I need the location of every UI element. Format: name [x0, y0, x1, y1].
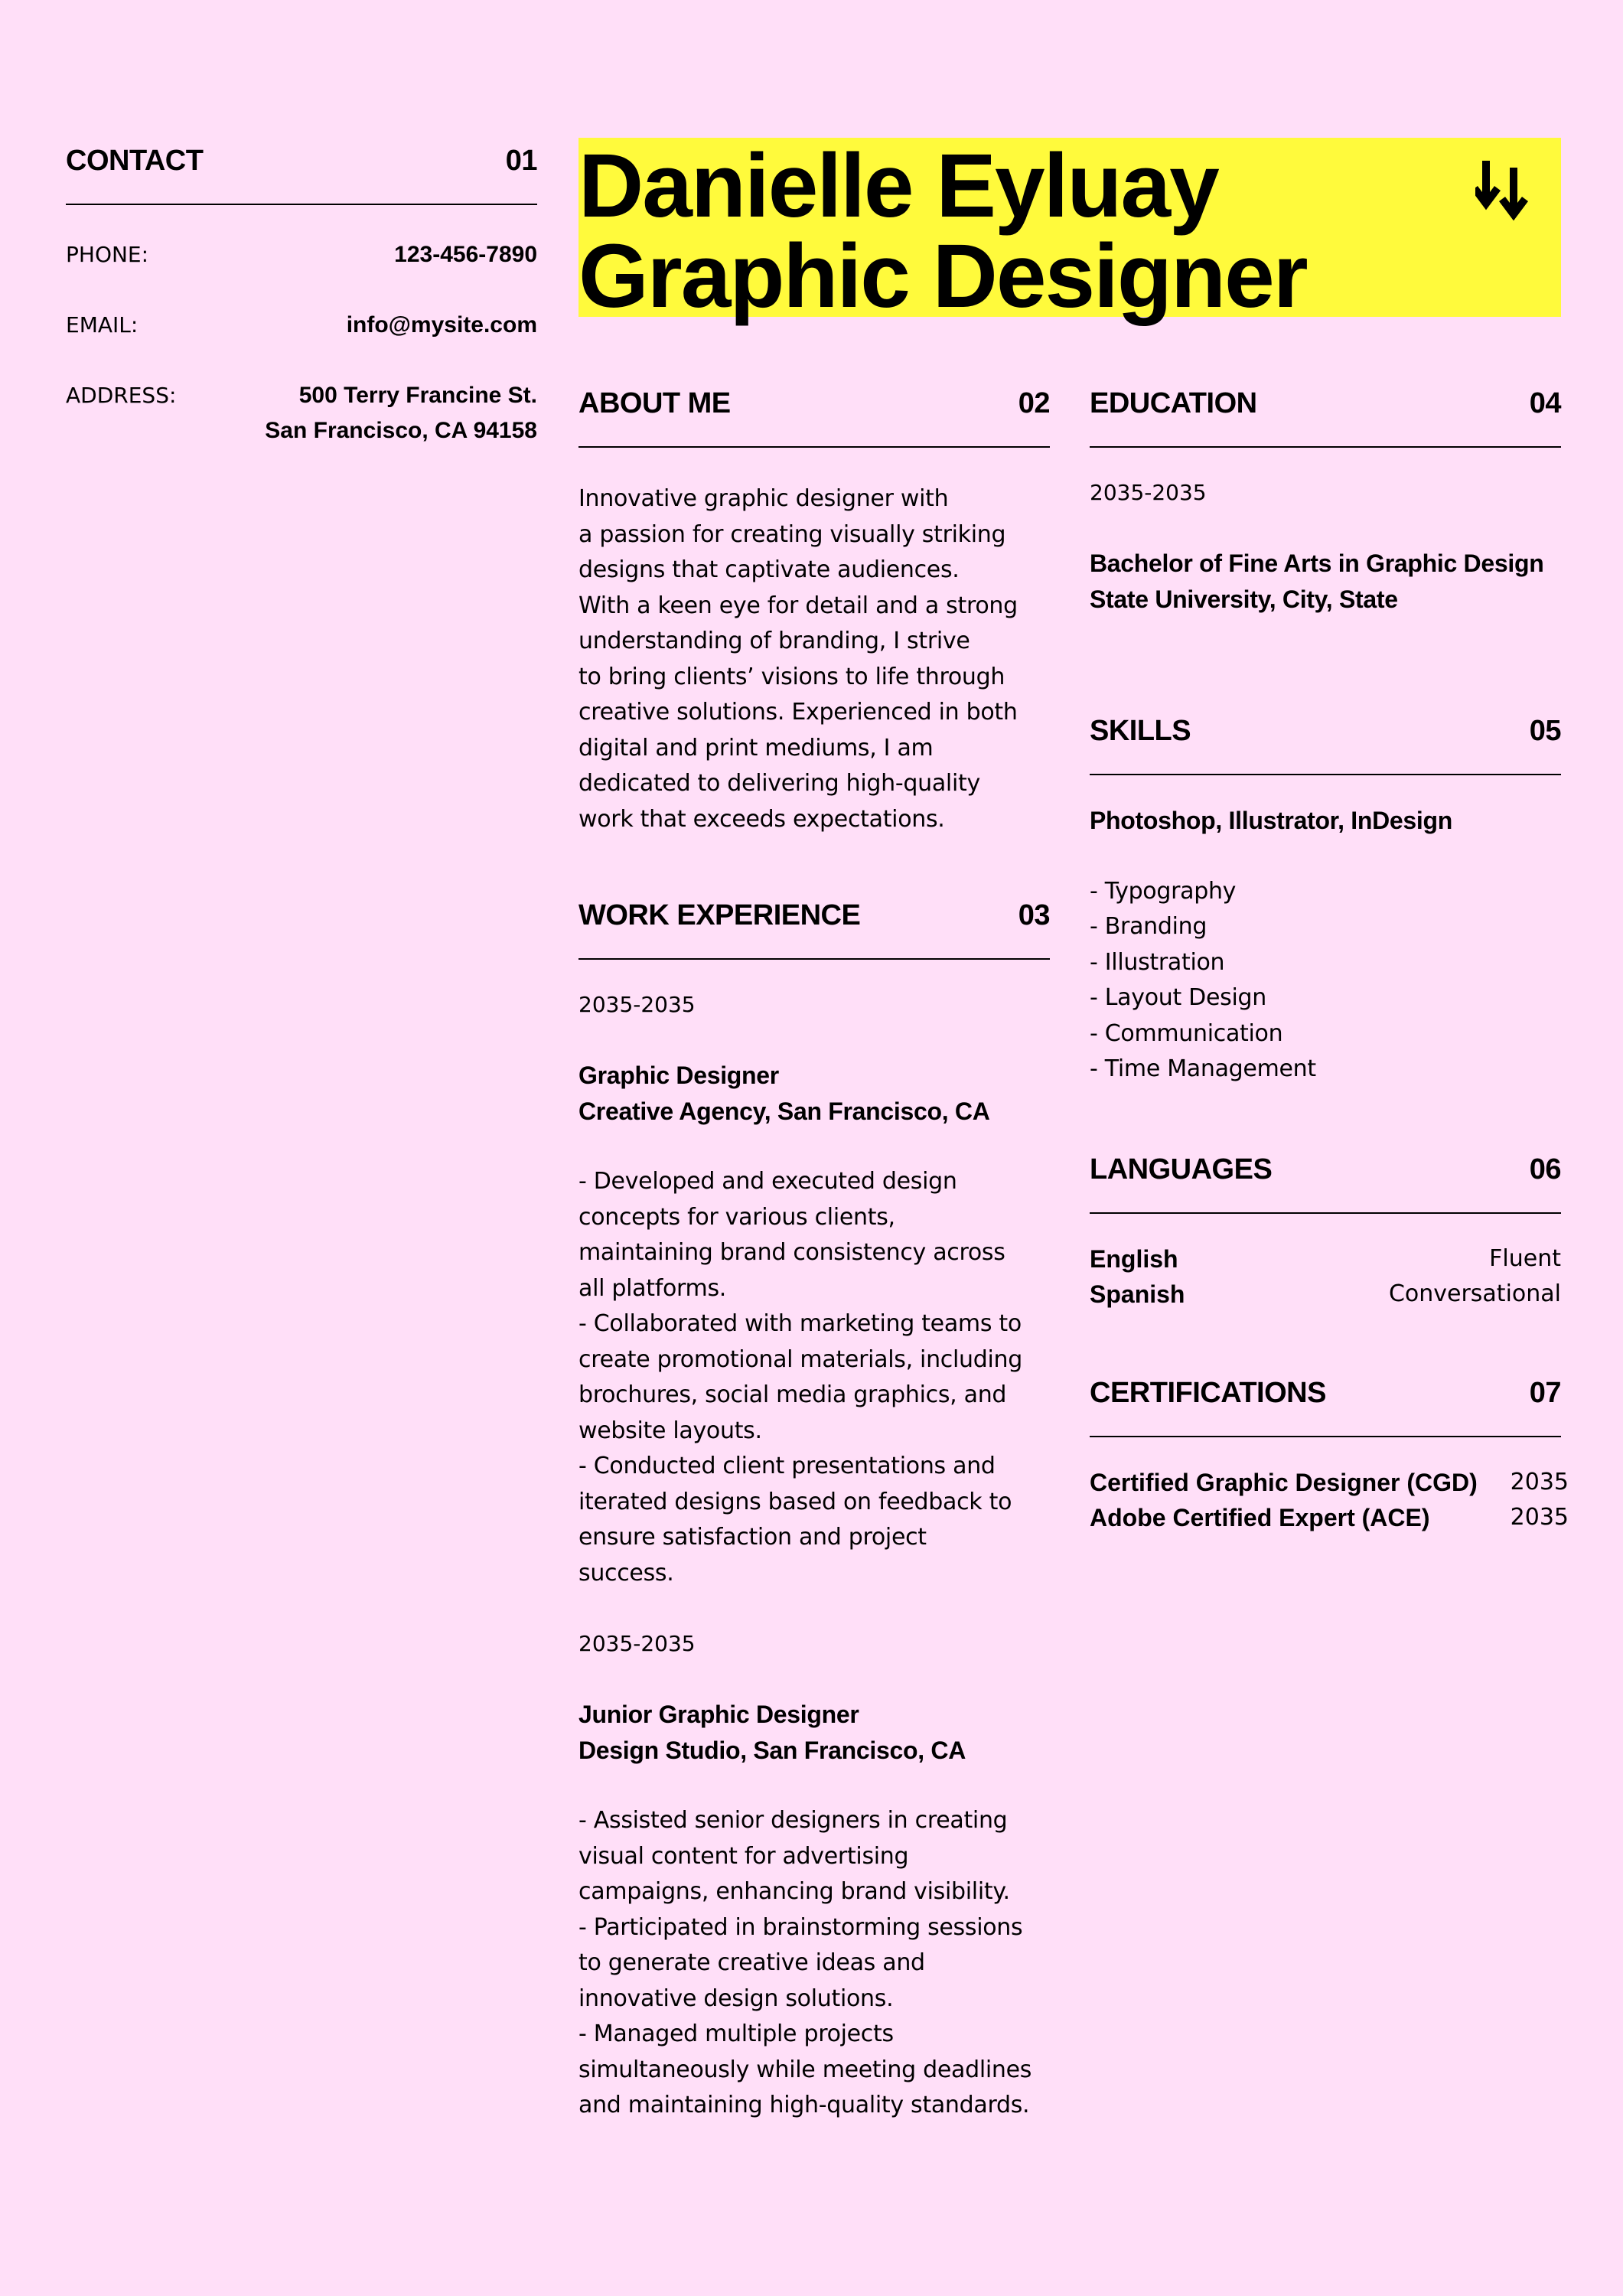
skills-number: 05 — [1529, 714, 1561, 747]
certification-name: Certified Graphic Designer (CGD) — [1090, 1469, 1478, 1496]
job-1-date: 2035-2035 — [578, 992, 696, 1017]
job-2-company: Design Studio, San Francisco, CA — [578, 1736, 966, 1764]
job-line: - Participated in brainstorming sessions — [578, 1913, 1023, 1941]
skills-header — [1090, 708, 1561, 775]
language-level: Conversational — [1388, 1280, 1561, 1307]
job-line: all platforms. — [578, 1274, 727, 1302]
about-line: a passion for creating visually striking — [578, 520, 1006, 548]
education-header — [1090, 380, 1561, 448]
education-section — [1090, 380, 1561, 617]
double-down-arrow-icon — [1475, 161, 1530, 222]
about-line: to bring clients’ visions to life through — [578, 663, 1005, 690]
education-degree: Bachelor of Fine Arts in Graphic Design — [1090, 550, 1544, 577]
work-number: 03 — [1018, 899, 1050, 931]
work-title: WORK EXPERIENCE — [578, 899, 861, 931]
job-line: - Developed and executed design — [578, 1168, 957, 1195]
job-line: - Collaborated with marketing teams to — [578, 1310, 1022, 1337]
address-line-2: San Francisco, CA 94158 — [265, 418, 537, 443]
languages-section — [1090, 1146, 1561, 1312]
phone-label: PHONE: — [66, 242, 149, 267]
education-date: 2035-2035 — [1090, 480, 1207, 505]
contact-section — [66, 138, 537, 448]
address-line-1: 500 Terry Francine St. — [298, 383, 537, 408]
about-line: understanding of branding, I strive — [578, 628, 970, 654]
name-banner — [578, 135, 1561, 327]
address-value — [265, 378, 537, 448]
work-header — [578, 892, 1050, 960]
certifications-number: 07 — [1529, 1376, 1561, 1409]
job-2-date: 2035-2035 — [578, 1631, 696, 1656]
email-value[interactable]: info@mysite.com — [346, 312, 537, 338]
skill-item: - Branding — [1090, 913, 1207, 940]
language-name: Spanish — [1090, 1280, 1185, 1308]
person-name: Danielle Eyluay — [578, 135, 1218, 236]
skill-item: - Communication — [1090, 1019, 1283, 1047]
about-line: dedicated to delivering high-quality — [578, 770, 980, 797]
language-row — [1090, 1241, 1561, 1277]
job-1-role: Graphic Designer — [578, 1062, 779, 1089]
job-line: and maintaining high-quality standards. — [578, 2092, 1030, 2118]
job-line: ensure satisfaction and project — [578, 1524, 927, 1551]
certifications-section — [1090, 1370, 1569, 1535]
job-line: success. — [578, 1559, 674, 1587]
skills-tools: Photoshop, Illustrator, InDesign — [1090, 807, 1452, 834]
email-row — [66, 308, 537, 343]
job-line: concepts for various clients, — [578, 1203, 895, 1231]
language-level: Fluent — [1489, 1245, 1561, 1272]
job-line: iterated designs based on feedback to — [578, 1488, 1012, 1515]
skill-item: - Layout Design — [1090, 984, 1266, 1011]
job-2-description — [578, 1803, 1050, 2124]
job-line: campaigns, enhancing brand visibility. — [578, 1878, 1010, 1905]
contact-number: 01 — [505, 144, 537, 177]
job-line: innovative design solutions. — [578, 1985, 894, 2012]
address-row — [66, 378, 537, 448]
certification-year: 2035 — [1510, 1469, 1569, 1495]
certification-row — [1090, 1500, 1569, 1535]
certifications-title: CERTIFICATIONS — [1090, 1376, 1326, 1409]
about-number: 02 — [1018, 386, 1050, 419]
certifications-header — [1090, 1370, 1561, 1437]
job-line: - Managed multiple projects — [578, 2020, 894, 2047]
job-line: - Assisted senior designers in creating — [578, 1807, 1008, 1834]
name-title — [578, 135, 1307, 327]
job-line: simultaneously while meeting deadlines — [578, 2056, 1032, 2083]
about-line: work that exceeds expectations. — [578, 805, 945, 833]
job-line: visual content for advertising — [578, 1842, 909, 1870]
language-name: English — [1090, 1245, 1178, 1273]
skills-section — [1090, 708, 1561, 1088]
about-line: With a keen eye for detail and a strong — [578, 592, 1018, 619]
job-line: create promotional materials, including — [578, 1345, 1022, 1373]
job-line: brochures, social media graphics, and — [578, 1381, 1007, 1408]
job-1-company: Creative Agency, San Francisco, CA — [578, 1097, 990, 1125]
email-label: EMAIL: — [66, 312, 139, 338]
job-2-role: Junior Graphic Designer — [578, 1701, 859, 1728]
about-section — [578, 380, 1050, 837]
skills-title: SKILLS — [1090, 714, 1191, 747]
contact-header — [66, 138, 537, 205]
job-line: website layouts. — [578, 1417, 762, 1444]
about-title: ABOUT ME — [578, 386, 731, 419]
contact-title: CONTACT — [66, 144, 204, 177]
skill-item: - Illustration — [1090, 948, 1225, 976]
languages-header — [1090, 1146, 1561, 1214]
about-line: creative solutions. Experienced in both — [578, 699, 1018, 726]
about-text — [578, 481, 1050, 837]
certification-row — [1090, 1465, 1569, 1500]
education-school: State University, City, State — [1090, 585, 1398, 613]
about-line: digital and print mediums, I am — [578, 734, 934, 762]
about-line: designs that captivate audiences. — [578, 556, 960, 583]
language-row — [1090, 1277, 1561, 1312]
work-section — [578, 892, 1050, 2124]
phone-value[interactable]: 123-456-7890 — [394, 242, 537, 267]
job-line: maintaining brand consistency across — [578, 1239, 1005, 1266]
person-role: Graphic Designer — [578, 226, 1307, 327]
job-line: - Conducted client presentations and — [578, 1453, 996, 1479]
phone-row — [66, 237, 537, 272]
certification-name: Adobe Certified Expert (ACE) — [1090, 1504, 1430, 1531]
skills-list — [1090, 874, 1561, 1088]
about-line: Innovative graphic designer with — [578, 485, 949, 512]
languages-title: LANGUAGES — [1090, 1153, 1273, 1186]
skill-item: - Typography — [1090, 877, 1237, 905]
education-number: 04 — [1529, 386, 1561, 419]
about-header — [578, 380, 1050, 448]
address-label: ADDRESS: — [66, 383, 177, 408]
education-title: EDUCATION — [1090, 386, 1257, 419]
job-line: to generate creative ideas and — [578, 1949, 925, 1976]
skill-item: - Time Management — [1090, 1055, 1316, 1082]
certification-year: 2035 — [1510, 1504, 1569, 1531]
job-1-description — [578, 1164, 1050, 1591]
languages-number: 06 — [1529, 1153, 1561, 1186]
